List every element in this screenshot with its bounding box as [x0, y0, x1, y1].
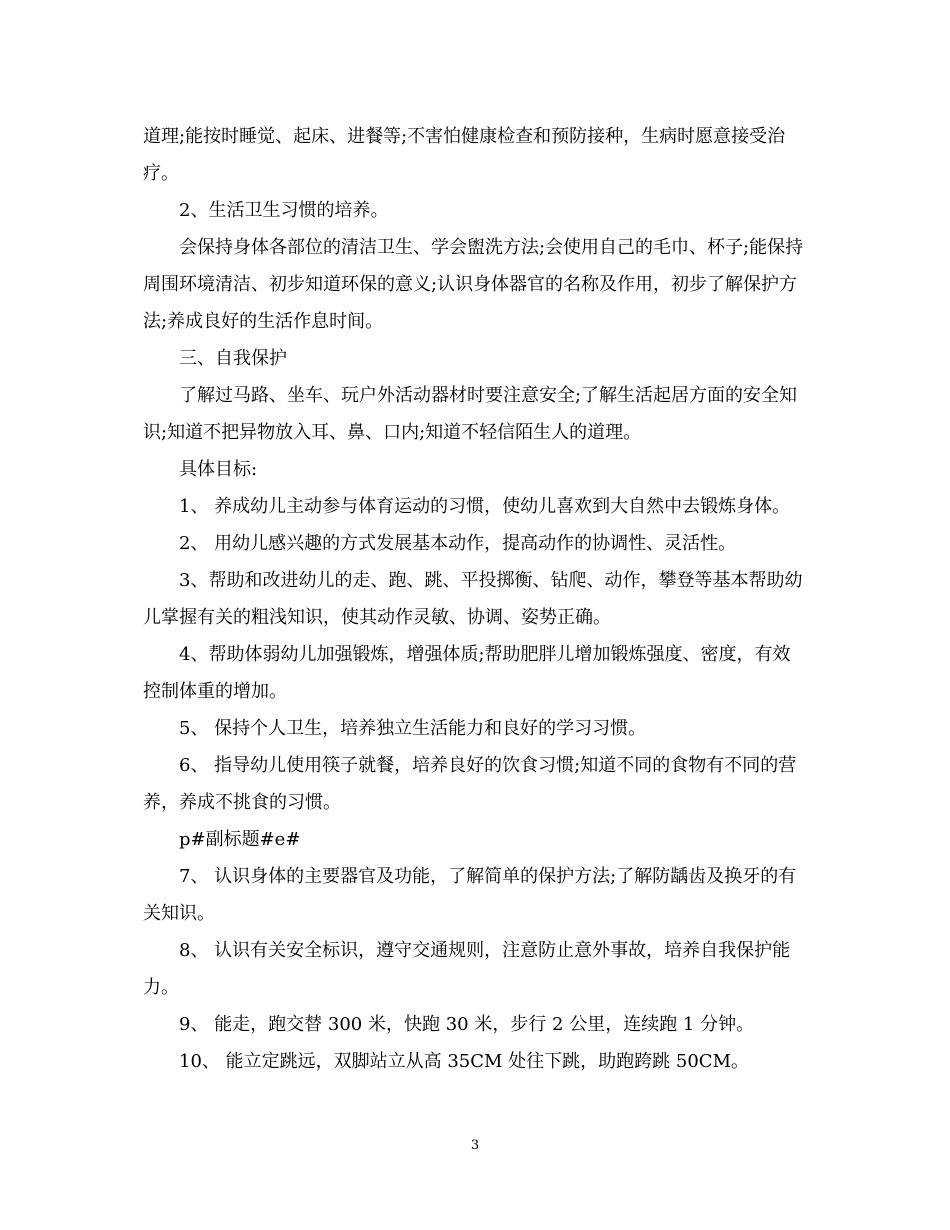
subheading: 具体目标: [179, 459, 258, 480]
subtitle-marker: p#副标题#e# [179, 829, 301, 850]
paragraph: 会保持身体各部位的清洁卫生、学会盥洗方法;会使用自己的毛巾、杯子;能保持周围环境清洁、初步知道环保的意义;认识身体器官的名称及作用，初步了解保护方法;养成良好的生活作息时间。 [143, 237, 804, 332]
list-item: 4、帮助体弱幼儿加强锻炼，增强体质;帮助肥胖儿增加锻炼强度、密度，有效控制体重的增加。 [143, 644, 791, 702]
paragraph: 2、生活卫生习惯的培养。 [179, 200, 389, 221]
list-item: 3、帮助和改进幼儿的走、跑、跳、平投掷衡、钻爬、动作，攀登等基本帮助幼儿掌握有关的粗浅知识，使其动作灵敏、协调、姿势正确。 [143, 570, 803, 628]
list-item: 1、 养成幼儿主动参与体育运动的习惯，使幼儿喜欢到大自然中去锻炼身体。 [179, 496, 791, 517]
list-item: 2、 用幼儿感兴趣的方式发展基本动作，提高动作的协调性、灵活性。 [179, 533, 737, 554]
list-item: 8、 认识有关安全标识，遵守交通规则，注意防止意外事故，培养自我保护能力。 [143, 940, 791, 998]
section-heading: 三、自我保护 [179, 348, 287, 369]
list-item: 5、 保持个人卫生，培养独立生活能力和良好的学习习惯。 [179, 718, 647, 739]
list-item: 7、 认识身体的主要器官及功能，了解简单的保护方法;了解防龋齿及换牙的有关知识。 [143, 866, 797, 924]
paragraph: 道理;能按时睡觉、起床、进餐等;不害怕健康检查和预防接种，生病时愿意接受治疗。 [143, 126, 786, 184]
list-item: 10、 能立定跳远，双脚站立从高 35CM 处往下跳，助跑跨跳 50CM。 [179, 1051, 750, 1072]
list-item: 9、 能走，跑交替 300 米，快跑 30 米，步行 2 公里，连续跑 1 分钟。 [179, 1014, 755, 1035]
paragraph: 了解过马路、坐车、玩户外活动器材时要注意安全;了解生活起居方面的安全知识;知道不把异物放入耳、鼻、口内;知道不轻信陌生人的道理。 [143, 385, 798, 443]
document-body [143, 118, 808, 1080]
list-item: 6、 指导幼儿使用筷子就餐，培养良好的饮食习惯;知道不同的食物有不同的营养，养成不挑食的习惯。 [143, 755, 797, 813]
page-number: 3 [470, 1138, 480, 1153]
